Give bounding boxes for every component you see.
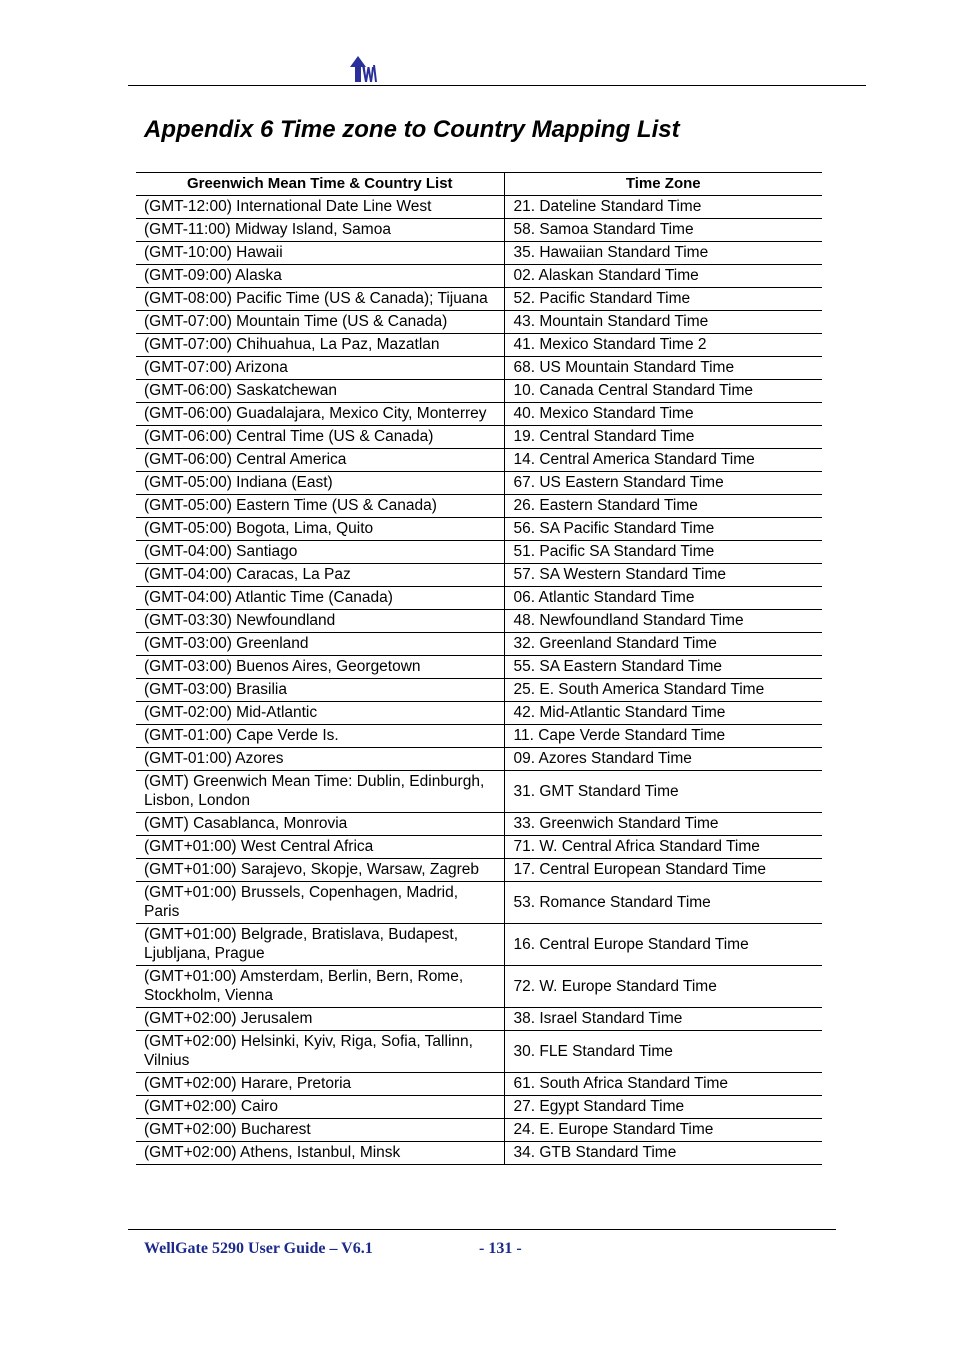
time-zone-cell: 31. GMT Standard Time [504,771,822,813]
table-row [136,771,822,813]
time-zone-cell: 51. Pacific SA Standard Time [504,541,822,564]
table-row [136,311,822,334]
gmt-country-cell: (GMT-07:00) Chihuahua, La Paz, Mazatlan [136,334,504,357]
gmt-country-cell: (GMT-01:00) Cape Verde Is. [136,725,504,748]
table-row [136,265,822,288]
table-row [136,380,822,403]
gmt-country-cell: (GMT-06:00) Central America [136,449,504,472]
time-zone-cell: 25. E. South America Standard Time [504,679,822,702]
table-row [136,426,822,449]
table-row [136,564,822,587]
table-row [136,587,822,610]
time-zone-cell: 72. W. Europe Standard Time [504,966,822,1008]
table-row [136,725,822,748]
gmt-country-cell: (GMT-06:00) Saskatchewan [136,380,504,403]
gmt-country-cell: (GMT-12:00) International Date Line West [136,196,504,219]
gmt-country-cell: (GMT-10:00) Hawaii [136,242,504,265]
table-row [136,541,822,564]
gmt-country-cell: (GMT-05:00) Indiana (East) [136,472,504,495]
gmt-country-cell: (GMT-09:00) Alaska [136,265,504,288]
time-zone-cell: 48. Newfoundland Standard Time [504,610,822,633]
gmt-country-cell: (GMT-07:00) Mountain Time (US & Canada) [136,311,504,334]
gmt-country-cell: (GMT-04:00) Caracas, La Paz [136,564,504,587]
gmt-country-cell: (GMT-05:00) Bogota, Lima, Quito [136,518,504,541]
table-row [136,610,822,633]
time-zone-cell: 53. Romance Standard Time [504,882,822,924]
table-row [136,472,822,495]
page-title: Appendix 6 Time zone to Country Mapping List [144,116,680,143]
time-zone-cell: 40. Mexico Standard Time [504,403,822,426]
table-header-row [136,173,822,196]
time-zone-cell: 11. Cape Verde Standard Time [504,725,822,748]
table-row [136,656,822,679]
gmt-country-cell: (GMT-06:00) Guadalajara, Mexico City, Monterrey [136,403,504,426]
time-zone-cell: 17. Central European Standard Time [504,859,822,882]
gmt-country-cell: (GMT-03:30) Newfoundland [136,610,504,633]
gmt-country-cell: (GMT+02:00) Cairo [136,1096,504,1119]
time-zone-cell: 67. US Eastern Standard Time [504,472,822,495]
gmt-country-cell: (GMT+01:00) Belgrade, Bratislava, Budapest, Ljubljana, Prague [136,924,504,966]
table-row [136,334,822,357]
table-row [136,836,822,859]
footer-rule [128,1229,836,1230]
gmt-country-cell: (GMT-03:00) Greenland [136,633,504,656]
table-row [136,813,822,836]
company-logo-icon [349,55,379,83]
time-zone-cell: 30. FLE Standard Time [504,1031,822,1073]
gmt-country-cell: (GMT-03:00) Buenos Aires, Georgetown [136,656,504,679]
table-row [136,924,822,966]
gmt-country-cell: (GMT) Casablanca, Monrovia [136,813,504,836]
gmt-country-cell: (GMT+02:00) Harare, Pretoria [136,1073,504,1096]
time-zone-cell: 61. South Africa Standard Time [504,1073,822,1096]
table-row [136,679,822,702]
gmt-country-cell: (GMT-01:00) Azores [136,748,504,771]
time-zone-cell: 06. Atlantic Standard Time [504,587,822,610]
time-zone-cell: 16. Central Europe Standard Time [504,924,822,966]
gmt-country-cell: (GMT-06:00) Central Time (US & Canada) [136,426,504,449]
table-row [136,242,822,265]
table-row [136,859,822,882]
time-zone-cell: 35. Hawaiian Standard Time [504,242,822,265]
gmt-country-cell: (GMT+01:00) Brussels, Copenhagen, Madrid, Paris [136,882,504,924]
gmt-country-cell: (GMT+02:00) Helsinki, Kyiv, Riga, Sofia, Tallinn, Vilnius [136,1031,504,1073]
table-row [136,1008,822,1031]
column-header-gmt-country: Greenwich Mean Time & Country List [136,173,504,196]
time-zone-cell: 19. Central Standard Time [504,426,822,449]
gmt-country-cell: (GMT-02:00) Mid-Atlantic [136,702,504,725]
time-zone-cell: 57. SA Western Standard Time [504,564,822,587]
table-row [136,357,822,380]
gmt-country-cell: (GMT-08:00) Pacific Time (US & Canada); Tijuana [136,288,504,311]
time-zone-cell: 41. Mexico Standard Time 2 [504,334,822,357]
time-zone-cell: 58. Samoa Standard Time [504,219,822,242]
time-zone-cell: 68. US Mountain Standard Time [504,357,822,380]
table-row [136,966,822,1008]
table-row [136,702,822,725]
table-row [136,1073,822,1096]
table-row [136,288,822,311]
gmt-country-cell: (GMT+01:00) Amsterdam, Berlin, Bern, Rome, Stockholm, Vienna [136,966,504,1008]
gmt-country-cell: (GMT) Greenwich Mean Time: Dublin, Edinburgh, Lisbon, London [136,771,504,813]
timezone-mapping-table [136,172,822,1165]
time-zone-cell: 26. Eastern Standard Time [504,495,822,518]
time-zone-cell: 34. GTB Standard Time [504,1142,822,1165]
time-zone-cell: 14. Central America Standard Time [504,449,822,472]
column-header-time-zone: Time Zone [504,173,822,196]
gmt-country-cell: (GMT+02:00) Bucharest [136,1119,504,1142]
gmt-country-cell: (GMT+01:00) West Central Africa [136,836,504,859]
time-zone-cell: 09. Azores Standard Time [504,748,822,771]
table-row [136,1119,822,1142]
time-zone-cell: 21. Dateline Standard Time [504,196,822,219]
footer-guide-title: WellGate 5290 User Guide – V6.1 [144,1240,373,1257]
gmt-country-cell: (GMT-11:00) Midway Island, Samoa [136,219,504,242]
time-zone-cell: 71. W. Central Africa Standard Time [504,836,822,859]
time-zone-cell: 38. Israel Standard Time [504,1008,822,1031]
table-row [136,882,822,924]
time-zone-cell: 10. Canada Central Standard Time [504,380,822,403]
gmt-country-cell: (GMT-07:00) Arizona [136,357,504,380]
gmt-country-cell: (GMT-04:00) Santiago [136,541,504,564]
table-row [136,403,822,426]
time-zone-cell: 43. Mountain Standard Time [504,311,822,334]
time-zone-cell: 24. E. Europe Standard Time [504,1119,822,1142]
footer-page-number: - 131 - [479,1240,522,1257]
time-zone-cell: 56. SA Pacific Standard Time [504,518,822,541]
table-body [136,196,822,1165]
gmt-country-cell: (GMT-03:00) Brasilia [136,679,504,702]
table-row [136,1031,822,1073]
table-row [136,1142,822,1165]
time-zone-cell: 27. Egypt Standard Time [504,1096,822,1119]
table-row [136,495,822,518]
time-zone-cell: 33. Greenwich Standard Time [504,813,822,836]
table-row [136,449,822,472]
time-zone-cell: 55. SA Eastern Standard Time [504,656,822,679]
table-row [136,748,822,771]
table-row [136,1096,822,1119]
table-row [136,219,822,242]
time-zone-cell: 52. Pacific Standard Time [504,288,822,311]
gmt-country-cell: (GMT-04:00) Atlantic Time (Canada) [136,587,504,610]
gmt-country-cell: (GMT+02:00) Jerusalem [136,1008,504,1031]
header-rule [128,85,866,86]
time-zone-cell: 32. Greenland Standard Time [504,633,822,656]
time-zone-cell: 42. Mid-Atlantic Standard Time [504,702,822,725]
gmt-country-cell: (GMT-05:00) Eastern Time (US & Canada) [136,495,504,518]
table-row [136,518,822,541]
table-row [136,633,822,656]
time-zone-cell: 02. Alaskan Standard Time [504,265,822,288]
gmt-country-cell: (GMT+01:00) Sarajevo, Skopje, Warsaw, Zagreb [136,859,504,882]
gmt-country-cell: (GMT+02:00) Athens, Istanbul, Minsk [136,1142,504,1165]
table-row [136,196,822,219]
